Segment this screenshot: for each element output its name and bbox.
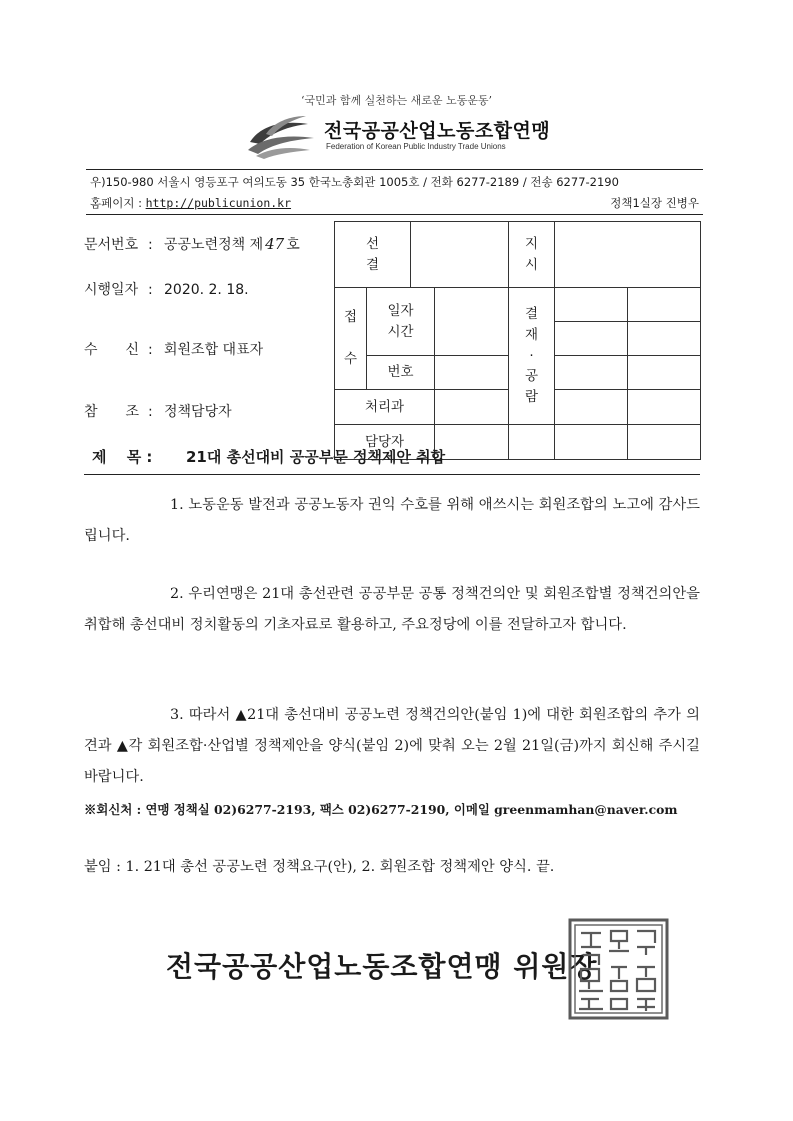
approval-cell-blank	[628, 322, 701, 356]
approval-cell-beonho: 번호	[367, 356, 435, 390]
body-paragraph-2: 2. 우리연맹은 21대 총선관련 공공부문 공통 정책건의안 및 회원조합별 정책건의안을 취합해 총선대비 정치활동의 기초자료로 활용하고, 주요정당에 이를 전달하고자 합니다.	[84, 586, 700, 633]
homepage-label: 홈페이지 :	[90, 196, 146, 210]
doc-number-prefix: 공공노련정책 제	[164, 237, 264, 253]
homepage-link[interactable]: http://publicunion.kr	[145, 196, 292, 210]
union-logo-icon	[246, 112, 316, 160]
colon: :	[148, 237, 153, 253]
doc-number-label: 문서번호	[84, 237, 139, 253]
official-seal-icon	[567, 917, 670, 1021]
colon: :	[148, 404, 153, 420]
subject-text: 21대 총선대비 공공부문 정책제안 취합	[186, 448, 446, 466]
approval-table	[334, 221, 700, 450]
approval-cell-jisi: 지 시	[509, 222, 555, 288]
doc-number-handwritten: 47	[265, 235, 285, 253]
doc-number-suffix: 호	[286, 237, 300, 253]
slogan: ‘국민과 함께 실천하는 새로운 노동운동’	[301, 94, 492, 107]
approval-cell-blank	[628, 288, 701, 322]
date-row	[84, 279, 249, 299]
colon: :	[148, 282, 153, 298]
recipient-label: 수 신	[84, 342, 140, 358]
approval-cell-blank	[555, 288, 628, 322]
reference-value: 정책담당자	[164, 404, 232, 420]
reply-contact: ※회신처 : 연맹 정책실 02)6277-2193, 팩스 02)6277-2190, 이메일 greenmamhan@naver.com	[84, 802, 678, 817]
approval-cell-ilja-sigan: 일자 시간	[367, 288, 435, 356]
reference-row	[84, 401, 232, 421]
approval-cell-blank	[555, 322, 628, 356]
approval-cell-seon-gyeol: 선 결	[335, 222, 411, 288]
approval-cell-damdangja: 담당자	[335, 425, 435, 460]
approval-cell-blank	[435, 390, 509, 425]
approval-cell-blank	[628, 390, 701, 425]
date-label: 시행일자	[84, 282, 139, 298]
approval-cell-gyeoljae-gongram: 결 재 · 공 람	[509, 288, 555, 425]
reference-label: 참 조	[84, 404, 140, 420]
date-value: 2020. 2. 18.	[164, 282, 249, 298]
recipient-row	[84, 339, 263, 359]
approval-cell-blank	[555, 390, 628, 425]
attachments-line: 붙임 : 1. 21대 총선 공공노련 정책요구(안), 2. 회원조합 정책제안 양식. 끝.	[84, 859, 555, 875]
recipient-value: 회원조합 대표자	[164, 342, 264, 358]
approval-cell-blank	[628, 356, 701, 390]
doc-number-row	[84, 234, 300, 254]
address-line: 우)150-980 서울시 영등포구 여의도동 35 한국노총회관 1005호 / 전화 6277-2189 / 전송 6277-2190	[90, 175, 619, 189]
approval-cell-blank	[435, 288, 509, 356]
approval-cell-blank	[435, 356, 509, 390]
org-name: 전국공공산업노동조합연맹	[324, 120, 551, 142]
drafter-signature: 정책1실장 진병우	[610, 196, 699, 210]
sender-title: 전국공공산업노동조합연맹 위원장	[166, 950, 598, 983]
address-box	[86, 169, 703, 215]
org-name-english: Federation of Korean Public Industry Trade Unions	[326, 142, 506, 151]
homepage-line	[90, 195, 291, 211]
letterhead-logo	[246, 110, 566, 162]
approval-cell-blank	[555, 222, 701, 288]
subject-line	[84, 440, 700, 475]
body-paragraph-3: 3. 따라서 ▲21대 총선대비 공공노련 정책건의안(붙임 1)에 대한 회원조합의 추가 의견과 ▲각 회원조합·산업별 정책제안을 양식(붙임 2)에 맞춰 오는 2월 21일(금)까지 회신해 주시길 바랍니다.	[84, 707, 700, 785]
approval-cell-jeobsu: 접 수	[335, 288, 367, 390]
colon: :	[148, 342, 153, 358]
body-paragraph-1: 1. 노동운동 발전과 공공노동자 권익 수호를 위해 애쓰시는 회원조합의 노고에 감사드립니다.	[84, 497, 700, 544]
approval-cell-cheorigwa: 처리과	[335, 390, 435, 425]
approval-cell-blank	[555, 356, 628, 390]
approval-cell-blank	[411, 222, 509, 288]
subject-label: 제 목 :	[92, 448, 153, 466]
